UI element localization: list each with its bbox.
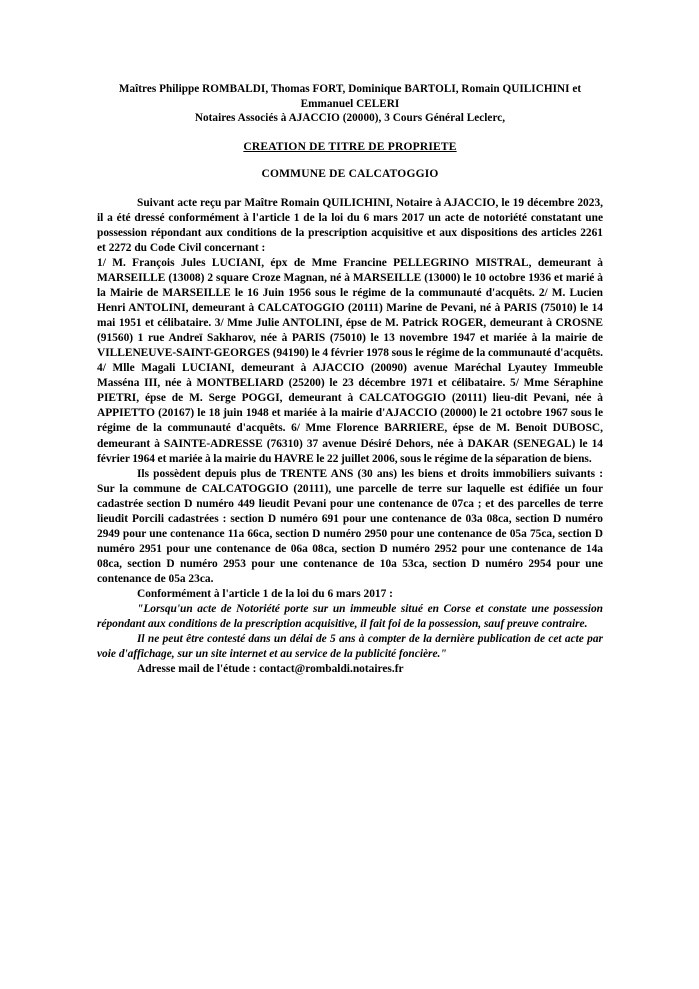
notary-names-line-2: Emmanuel CELERI [300,97,400,110]
document-content [97,82,603,677]
paragraph-email-contact: Adresse mail de l'étude : contact@rombaldi.notaires.fr [137,663,404,676]
paragraph-legal-quote-first: "Lorsqu'un acte de Notoriété porte sur un immeuble situé en Corse et constate une possession répondant aux conditions de la prescription acquisitive, il fait foi de la possession, sauf preuve contraire. [97,603,603,631]
paragraph-possession-parcels: Ils possèdent depuis plus de TRENTE ANS (30 ans) les biens et droits immobiliers suivants : Sur la commune de CALCATOGGIO (20111), une parcelle de terre sur laquelle est édifiée un four cadastrée section D numéro 449 lieudit Pevani pour une contenance de 07ca ; et des parcelles de terre lieudit Porcili cadastrées : section D numéro 691 pour une contenance de 03a 08ca, section D numéro 2949 pour une contenance 11a 66ca, section D numéro 2950 pour une contenance de 05a 75ca, section D numéro 2951 pour une contenance de 06a 08ca, section D numéro 2952 pour une contenance de 14a 08ca, section D numéro 2953 pour une contenance de 10a 53ca, section D numéro 2954 pour une contenance de 05a 23ca. [97,467,603,585]
notary-address-line: Notaires Associés à AJACCIO (20000), 3 Cours Général Leclerc, [194,112,506,125]
paragraph-legal-quote-second: Il ne peut être contesté dans un délai de 5 ans à compter de la dernière publication de cet acte par voie d'affichage, sur un site internet et au service de la publicité foncière." [97,633,603,661]
paragraph-intro: Suivant acte reçu par Maître Romain QUILICHINI, Notaire à AJACCIO, le 19 décembre 2023, il a été dressé conformément à l'article 1 de la loi du 6 mars 2017 un acte de notoriété constatant une possession répondant aux conditions de la prescription acquisitive et aux dispositions des articles 2261 et 2272 du Code Civil concernant : [97,196,603,254]
notary-header [97,82,603,126]
paragraph-conformity: Conformément à l'article 1 de la loi du 6 mars 2017 : [137,588,393,600]
notary-names-line-1: Maîtres Philippe ROMBALDI, Thomas FORT, Dominique BARTOLI, Romain QUILICHINI et [118,83,582,95]
paragraph-persons-list: 1/ M. François Jules LUCIANI, épx de Mme Francine PELLEGRINO MISTRAL, demeurant à MARSEILLE (13008) 2 square Croze Magnan, né à MARSEILLE (13000) le 10 octobre 1936 et marié à la Mairie de MARSEILLE le 16 Juin 1956 sous le régime de la communauté d'acquêts. 2/ M. Lucien Henri ANTOLINI, demeurant à CALCATOGGIO (20111) Marine de Pevani, né à PARIS (75010) le 14 mai 1951 et célibataire. 3/ Mme Julie ANTOLINI, épse de M. Patrick ROGER, demeurant à CROSNE (91560) 1 rue Andreï Sakharov, née à PARIS (75010) le 13 novembre 1947 et mariée à la mairie de VILLENEUVE-SAINT-GEORGES (94190) le 4 février 1978 sous le régime de la communauté d'acquêts. 4/ Mlle Magali LUCIANI, demeurant à AJACCIO (20090) avenue Maréchal Lyautey Immeuble Masséna III, née à MONTBELIARD (25200) le 23 décembre 1971 et célibataire. 5/ Mme Séraphine PIETRI, épse de M. Serge POGGI, demeurant à CALCATOGGIO (20111) lieu-dit Pevani, née à APPIETTO (20167) le 18 juin 1948 et mariée à la mairie d'AJACCIO (20000) le 21 octobre 1967 sous le régime de la communauté d'acquêts. 6/ Mme Florence BARRIERE, épse de M. Benoit DUBOSC, demeurant à SAINTE-ADRESSE (76310) 37 avenue Désiré Dehors, née à DAKAR (SENEGAL) le 14 février 1964 et mariée à la mairie du HAVRE le 22 juillet 2006, sous le régime de la séparation de biens. [97,256,603,465]
document-title: CREATION DE TITRE DE PROPRIETE [243,140,457,153]
document-subtitle-commune: COMMUNE DE CALCATOGGIO [261,167,439,180]
